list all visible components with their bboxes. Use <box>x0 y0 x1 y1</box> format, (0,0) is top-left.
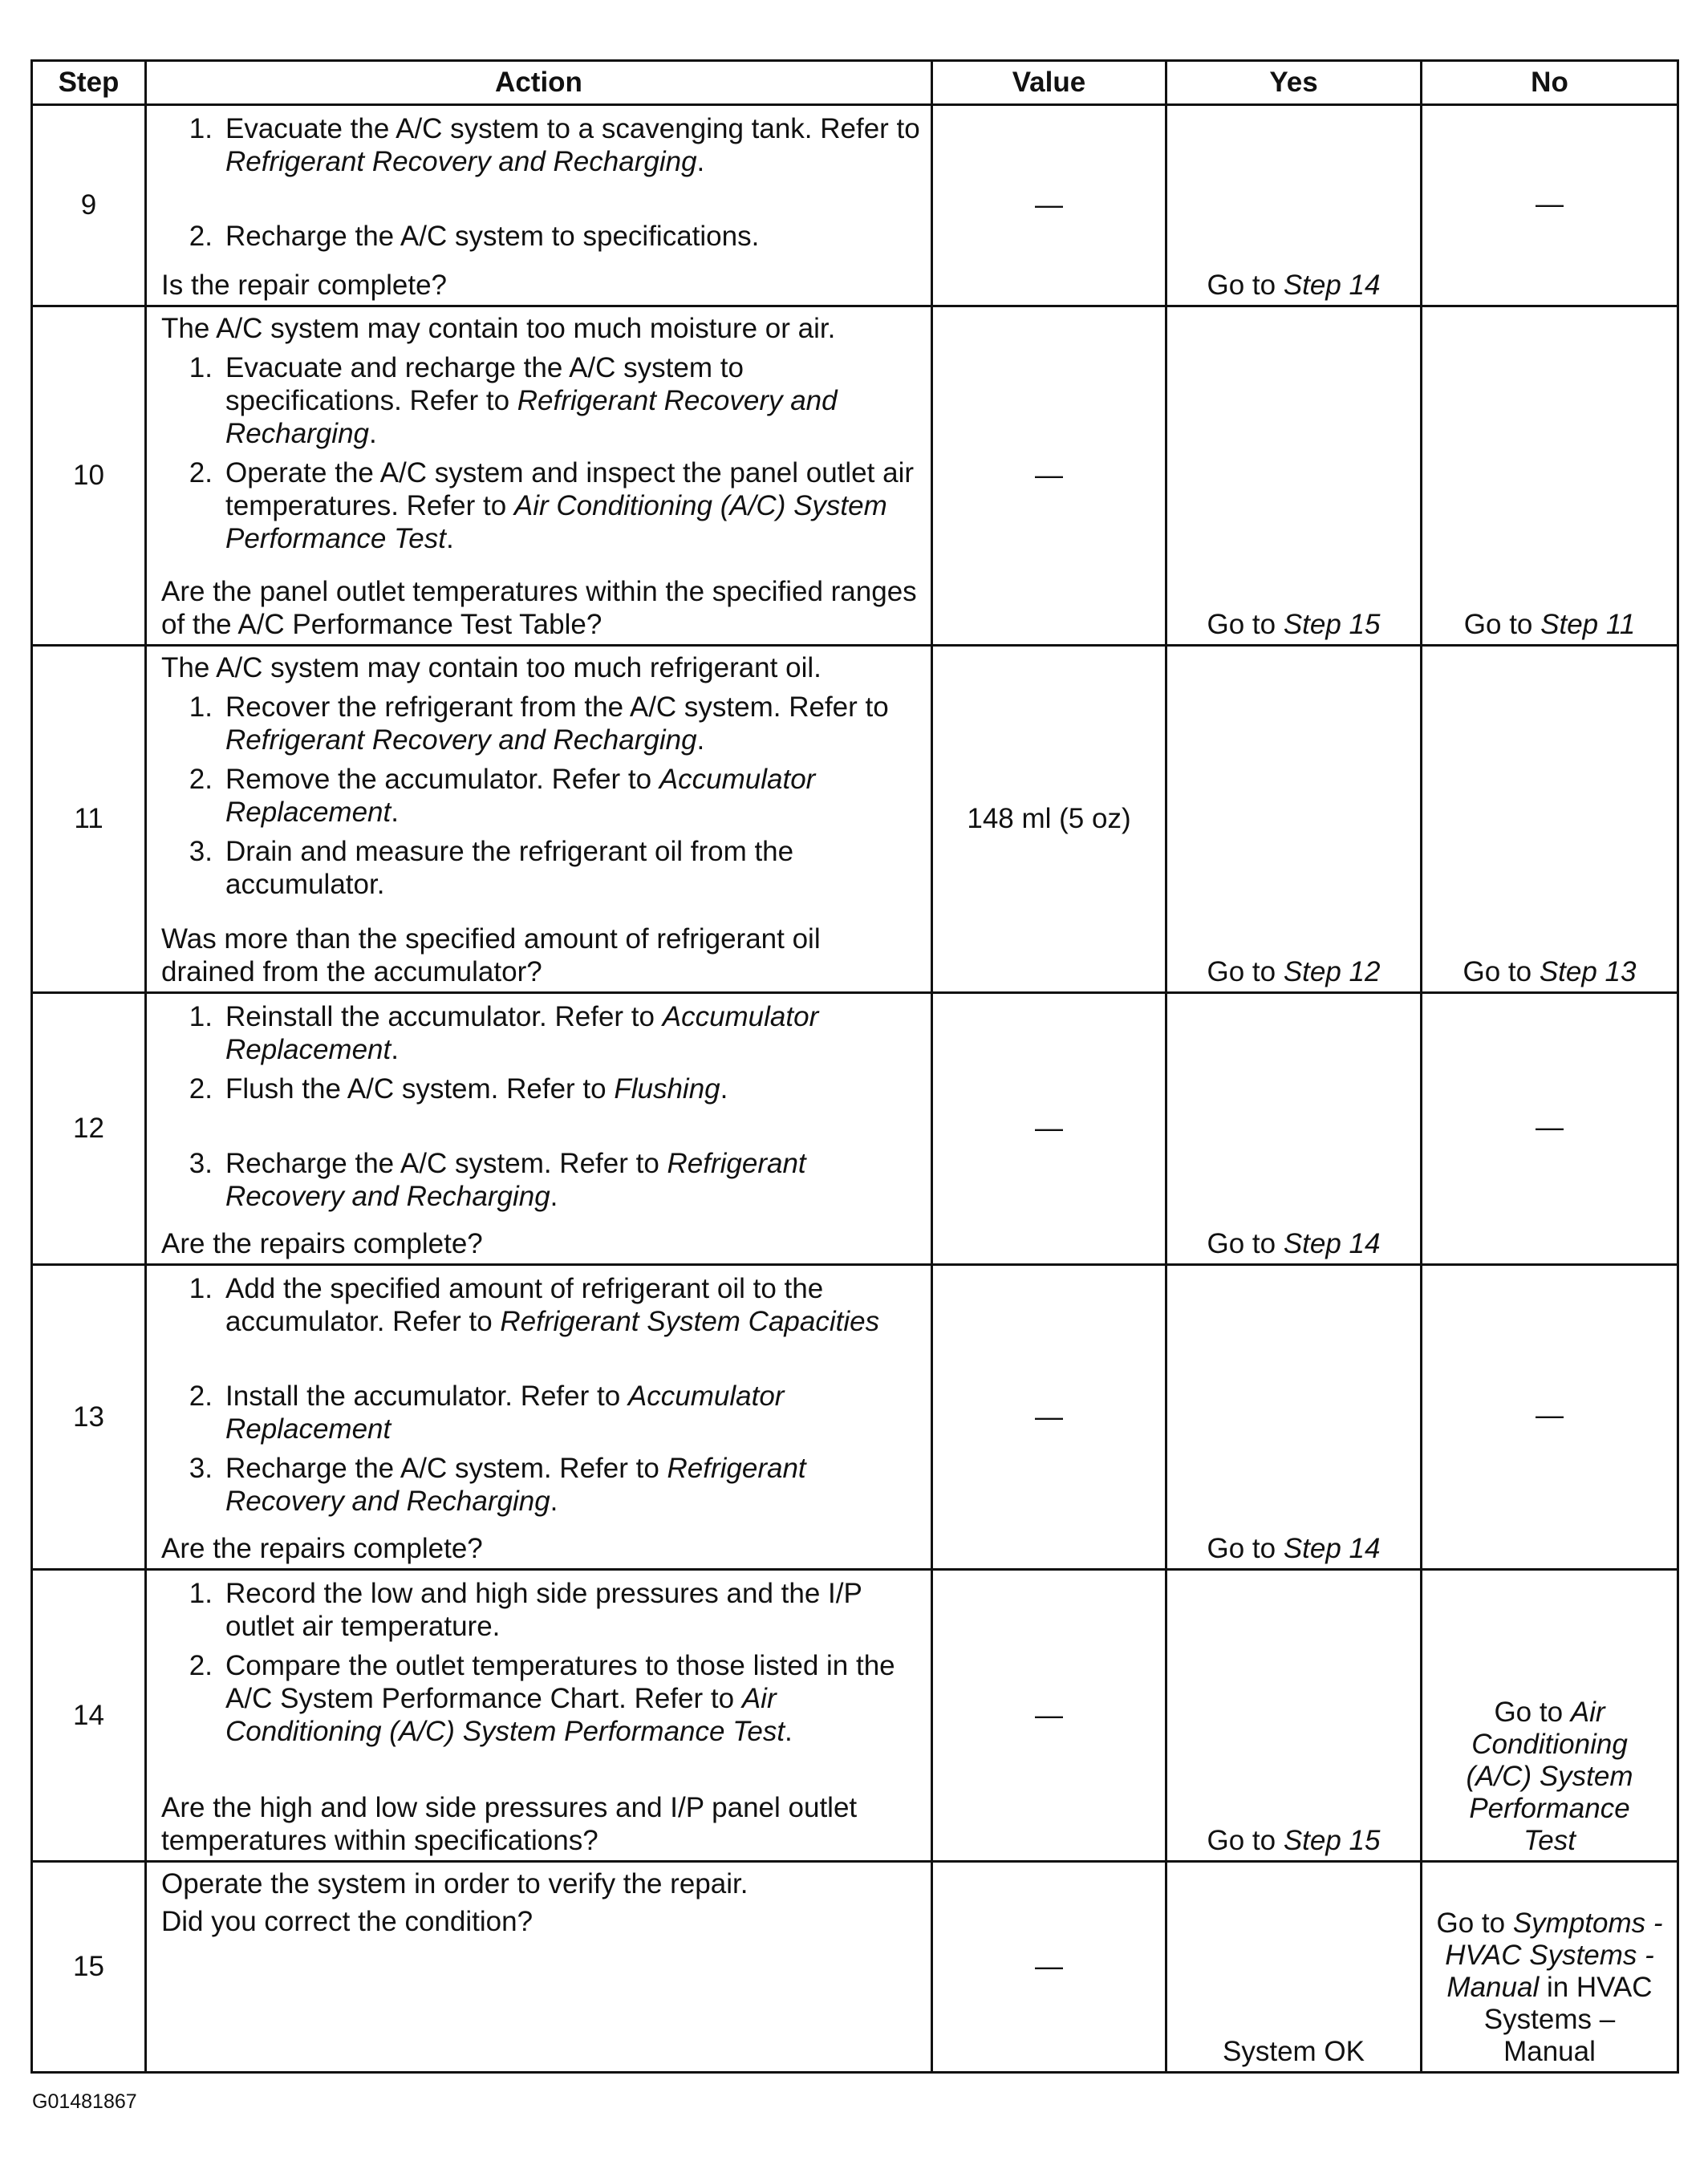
value-cell: 148 ml (5 oz) <box>932 646 1166 993</box>
action-item: 3. Recharge the A/C system. Refer to Refrigerant Recovery and Recharging. <box>189 1148 806 1212</box>
figure-id: G01481867 <box>32 2090 137 2113</box>
no-cell: Go to Step 11 <box>1422 306 1678 646</box>
action-cell <box>146 1570 932 1862</box>
step-number: 12 <box>32 993 146 1265</box>
action-item: 1. Record the low and high side pressures and the I/P outlet air temperature. <box>189 1578 862 1642</box>
step-number: 15 <box>32 1862 146 2073</box>
step-number: 10 <box>32 306 146 646</box>
table-row <box>32 105 1678 306</box>
header-no: No <box>1422 61 1678 105</box>
action-item: 2. Compare the outlet temperatures to those listed in the A/C System Performance Chart. Refer to Air Conditioning (A/C) System Performance Test. <box>189 1650 895 1747</box>
action-question: Are the repairs complete? <box>161 1533 483 1564</box>
action-item: 3. Recharge the A/C system. Refer to Refrigerant Recovery and Recharging. <box>189 1453 806 1517</box>
step-number: 14 <box>32 1570 146 1862</box>
header-step: Step <box>32 61 146 105</box>
no-cell: Go to Symptoms - HVAC Systems - Manual in HVAC Systems – Manual <box>1422 1862 1678 2073</box>
header-row <box>32 61 1678 105</box>
no-cell: Go to Air Conditioning (A/C) System Performance Test <box>1422 1570 1678 1862</box>
table-row <box>32 1570 1678 1862</box>
action-item: 1. Evacuate and recharge the A/C system to specifications. Refer to Refrigerant Recovery and Recharging. <box>189 352 838 449</box>
table-row <box>32 646 1678 993</box>
action-item: 2. Remove the accumulator. Refer to Accumulator Replacement. <box>189 764 816 828</box>
value-cell: — <box>932 306 1166 646</box>
value-cell: — <box>932 1265 1166 1570</box>
action-item: 1. Recover the refrigerant from the A/C system. Refer to Refrigerant Recovery and Recharging. <box>189 691 889 756</box>
action-lead: The A/C system may contain too much refrigerant oil. <box>161 652 822 683</box>
step-number: 13 <box>32 1265 146 1570</box>
action-lead: Operate the system in order to verify the repair. <box>161 1868 749 1899</box>
action-question: Are the repairs complete? <box>161 1228 483 1259</box>
table-row <box>32 1862 1678 2073</box>
value-cell: — <box>932 993 1166 1265</box>
no-cell: — <box>1422 993 1678 1265</box>
no-cell: — <box>1422 1265 1678 1570</box>
action-item: 1. Reinstall the accumulator. Refer to Accumulator Replacement. <box>189 1001 819 1065</box>
step-number: 11 <box>32 646 146 993</box>
action-question: Did you correct the condition? <box>161 1906 533 1937</box>
table-row <box>32 306 1678 646</box>
action-question: Was more than the specified amount of refrigerant oil drained from the accumulator? <box>161 923 821 987</box>
header-yes: Yes <box>1166 61 1422 105</box>
action-item: 1. Add the specified amount of refrigerant oil to the accumulator. Refer to Refrigerant System Capacities <box>189 1273 880 1337</box>
action-item: 2. Install the accumulator. Refer to Accumulator Replacement <box>189 1380 785 1445</box>
action-item: 2. Operate the A/C system and inspect the panel outlet air temperatures. Refer to Air Conditioning (A/C) System Performance Test. <box>189 457 914 554</box>
action-item: 2. Flush the A/C system. Refer to Flushing. <box>189 1073 728 1105</box>
action-item: 3. Drain and measure the refrigerant oil from the accumulator. <box>189 836 794 900</box>
action-item: 1. Evacuate the A/C system to a scavenging tank. Refer to Refrigerant Recovery and Recharging. <box>189 113 920 177</box>
no-cell: Go to Step 13 <box>1422 646 1678 993</box>
header-action: Action <box>146 61 932 105</box>
action-question: Are the panel outlet temperatures within the specified ranges of the A/C Performance Test Table? <box>161 576 917 640</box>
action-cell <box>146 993 932 1265</box>
yes-cell: System OK <box>1166 1862 1422 2073</box>
action-cell <box>146 105 932 306</box>
yes-cell: Go to Step 14 <box>1166 1265 1422 1570</box>
action-question: Are the high and low side pressures and I/P panel outlet temperatures within specifications? <box>161 1792 858 1856</box>
yes-cell: Go to Step 15 <box>1166 306 1422 646</box>
action-cell <box>146 646 932 993</box>
yes-cell: Go to Step 15 <box>1166 1570 1422 1862</box>
action-lead: The A/C system may contain too much moisture or air. <box>161 313 836 344</box>
yes-cell: Go to Step 14 <box>1166 105 1422 306</box>
table-row <box>32 993 1678 1265</box>
diagnostic-table <box>30 59 1679 2074</box>
action-cell <box>146 306 932 646</box>
yes-cell: Go to Step 12 <box>1166 646 1422 993</box>
header-value: Value <box>932 61 1166 105</box>
action-item: 2. Recharge the A/C system to specifications. <box>189 221 760 252</box>
no-cell: — <box>1422 105 1678 306</box>
action-cell <box>146 1862 932 2073</box>
value-cell: — <box>932 105 1166 306</box>
value-cell: — <box>932 1570 1166 1862</box>
value-cell: — <box>932 1862 1166 2073</box>
action-cell <box>146 1265 932 1570</box>
step-number: 9 <box>32 105 146 306</box>
yes-cell: Go to Step 14 <box>1166 993 1422 1265</box>
action-question: Is the repair complete? <box>161 270 448 301</box>
table-row <box>32 1265 1678 1570</box>
